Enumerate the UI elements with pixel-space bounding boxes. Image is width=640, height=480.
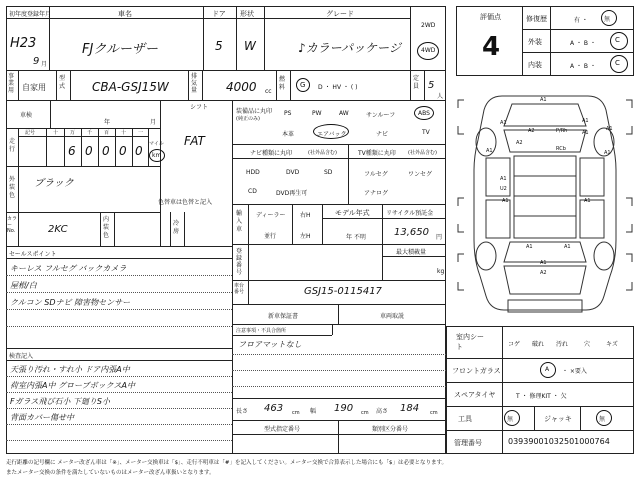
len-value: 463 [264, 403, 284, 414]
recycle-label: リサイクル預託金 [386, 210, 434, 217]
equip-item: PS [284, 110, 292, 117]
left-h-label: 左H [300, 233, 311, 240]
recycle-value: 13,650 [394, 227, 429, 238]
warranty-label: 新車保証書 [268, 313, 299, 320]
nav-item: HDD [246, 169, 260, 176]
doors-value: 5 [215, 39, 223, 53]
tv-sub: (社外品含む) [408, 150, 437, 156]
damage-mark: A2 [516, 140, 523, 146]
car-name-label: 車名 [118, 10, 132, 18]
fuel-label: 燃料 [279, 76, 286, 91]
maxload-label: 最大積載量 [396, 249, 427, 256]
mileage-digit: 0 [102, 144, 110, 158]
color-no-value: 2KC [48, 224, 68, 235]
seat-item: 穴 [584, 341, 591, 348]
car-name-value: FJクルーザー [82, 42, 158, 57]
len-cm: cm [292, 410, 300, 416]
equip-item: エアバック [317, 131, 347, 138]
mgmt-label: 管理番号 [454, 439, 482, 447]
seat-item: 破れ [532, 341, 545, 348]
type-label: 型式指定番号 [264, 426, 301, 433]
model-year-value: 年 不明 [346, 234, 366, 241]
equip-item: ABS [418, 110, 430, 117]
repair-none: 無 [604, 16, 611, 23]
equip-item: ナビ [376, 131, 389, 138]
fuel-g: G [300, 81, 306, 89]
seat-item: コゲ [508, 341, 521, 348]
inspect-item: Fガラス飛び石小 下廻りS小 [10, 397, 110, 406]
nav-item: CD [248, 188, 257, 195]
tool-value: 無 [507, 416, 514, 423]
shift-value: FAT [184, 134, 205, 148]
digit-header-6: 一 [138, 130, 144, 136]
nav-item: DVD [286, 169, 300, 176]
kg-unit: kg [437, 268, 445, 275]
score-value: 4 [482, 32, 501, 62]
damage-mark: A1 [540, 260, 547, 266]
damage-mark: A1 [582, 130, 589, 136]
ext-opts: A ・ B ・ [570, 40, 596, 47]
spare-label: スペアタイヤ [454, 391, 496, 399]
class-label: 類別区分番号 [372, 426, 409, 433]
equip-sub: (純正のみ) [236, 116, 260, 122]
digit-header-2: 万 [70, 130, 76, 136]
equip-item: TV [422, 129, 430, 136]
equip-label: 装備品に丸印 [236, 108, 273, 115]
drive-4wd: 4WD [421, 47, 436, 54]
repair-opts: 有 ・ [574, 17, 588, 24]
footer-line-1: 走行距離の記号欄に メーター改ざん車は「※」、メーター交換車は「$」、走行不明車は「#」を記入してください。メーター交換で合算表示した場合にも「$」は必要となります。 [6, 460, 448, 466]
int-value: C [615, 59, 620, 67]
inspect-item: 荷室内張A中 グローブボックスA中 [10, 381, 136, 390]
shape-value: W [244, 39, 256, 53]
notes-label: 注意事項・不具合箇所 [236, 328, 287, 334]
door-label: ドア [212, 10, 226, 18]
damage-mark: A2 [540, 270, 547, 276]
mileage-label: 走行 [9, 138, 16, 153]
repair-label: 修復歴 [526, 15, 547, 23]
mileage-digit: 0 [85, 144, 93, 158]
dealer-label: ディーラー [256, 212, 286, 219]
capacity-label: 定員 [413, 75, 420, 90]
damage-mark: A1 [564, 244, 571, 250]
footer-line-2: またメーター交換の条件を満たしていないものはメーター改ざん車扱いとなります。 [6, 470, 215, 476]
sales-item: キーレス フルセグ バックカメラ [10, 264, 127, 273]
damage-mark: A1 [604, 150, 611, 156]
wid-label: 幅 [310, 408, 317, 415]
digit-header-3: 千 [87, 130, 93, 136]
capacity-value: 5 [428, 80, 435, 91]
inspect-item: 天張り汚れ・すれ小 ドア内張A中 [10, 365, 130, 374]
digit-header-0: 記号 [25, 130, 36, 136]
grade-label: グレード [326, 10, 354, 18]
chassis-label: 車台番号 [234, 283, 245, 295]
model-value: CBA-GSJ15W [92, 80, 169, 94]
jack-label: ジャッキ [544, 415, 572, 423]
ext-label: 外装 [528, 38, 542, 46]
drive-2wd: 2WD [421, 22, 436, 29]
model-year-label: モデル年式 [335, 209, 370, 217]
equip-item: 本革 [282, 131, 295, 138]
ext-value: C [615, 36, 620, 44]
damage-mark: A1 [500, 120, 507, 126]
nav-label: ナビ種類に丸印 [250, 150, 293, 157]
digit-header-1: 十 [53, 130, 59, 136]
tv-item: ワンセグ [408, 171, 433, 178]
color-no-label: カラーNo. [7, 216, 18, 234]
cc-unit: cc [265, 88, 272, 95]
grade-value: ♪カラーパッケージ [298, 41, 401, 55]
wid-value: 190 [334, 403, 354, 414]
mile-label: マイル [149, 141, 164, 147]
damage-mark: U2 [500, 186, 507, 192]
yen-unit: 円 [436, 234, 443, 241]
sales-item: 屋根/白 [10, 281, 37, 290]
tv-item: フルセグ [364, 171, 388, 178]
fuel-rest: D ・ HV ・ ( ) [318, 84, 358, 91]
seat-item: 汚れ [556, 341, 569, 348]
month-unit: 月 [41, 61, 48, 68]
disp-label: 排気量 [191, 73, 198, 94]
shape-label: 形状 [240, 10, 254, 18]
reg-no-label: 登録番号 [236, 248, 243, 276]
right-h-label: 右H [300, 212, 311, 219]
damage-mark: A2 [528, 128, 535, 134]
month-value: 9 [33, 56, 40, 67]
damage-mark: A1 [526, 244, 533, 250]
jack-value: 無 [599, 416, 606, 423]
tv-label: TV種類に丸印 [358, 150, 396, 157]
hei-label: 高さ [376, 408, 389, 415]
mgmt-value: 039390010325010007​64 [508, 437, 610, 446]
mileage-digit: 0 [119, 144, 127, 158]
chassis-value: GSJ15-0115417 [304, 286, 382, 297]
import-label: 輸入車 [236, 210, 243, 233]
glass-label: フロントガラス [452, 367, 501, 375]
mileage-digit: 6 [68, 144, 76, 158]
shaken-year-unit: 年 [104, 119, 111, 126]
disp-value: 4000 [226, 80, 257, 94]
manual-label: 車両取説 [380, 313, 405, 320]
tv-item: アナログ [364, 190, 389, 197]
inspect-label: 検査記入 [9, 353, 34, 360]
damage-mark: A1 [500, 176, 507, 182]
digit-header-4: 百 [104, 130, 110, 136]
capacity-unit: 人 [437, 93, 444, 100]
nav-sub: (社外品含む) [308, 150, 337, 156]
equip-item: PW [312, 110, 322, 117]
damage-mark: A1 [606, 126, 613, 132]
score-label: 評価点 [480, 13, 501, 21]
int-opts: A ・ B ・ [570, 63, 596, 70]
use-label: 自家用 [22, 83, 46, 92]
exterior-label: 外装色 [9, 176, 16, 199]
nav-item: DVD再生可 [276, 190, 308, 197]
sales-item: クルコン SDナビ 障害物センサー [10, 298, 131, 307]
tool-label: 工具 [458, 415, 472, 423]
digit-header-5: 十 [121, 130, 127, 136]
km-label: km [152, 152, 162, 159]
damage-mark: A1 [540, 97, 547, 103]
damage-mark: A1 [582, 118, 589, 124]
damage-mark: A1 [502, 198, 509, 204]
pri-label: 事業用 [8, 73, 15, 94]
interior-label: 内装色 [103, 216, 110, 239]
color-note: 色替車は色替と記入 [158, 199, 213, 206]
car-diagram [452, 86, 638, 324]
nav-item: SD [324, 169, 333, 176]
year-value: H23 [10, 36, 37, 51]
damage-mark: A1 [584, 198, 591, 204]
sales-label: セールスポイント [9, 251, 57, 258]
glass-rest: ・ ×要入 [562, 368, 587, 375]
wid-cm: cm [361, 410, 369, 416]
seat-item: キズ [606, 341, 618, 348]
mileage-digit: 0 [135, 144, 143, 158]
reg-label: 初年度登録年月 [9, 11, 52, 18]
glass-a: A [545, 366, 550, 373]
int-label: 内装 [528, 61, 542, 69]
model-label: 型式 [59, 75, 66, 90]
ac-label: 冷房 [173, 220, 180, 235]
shaken-month-unit: 月 [150, 119, 157, 126]
damage-mark: A1 [486, 148, 493, 154]
hei-value: 184 [400, 403, 420, 414]
seat-label: 室内シート [456, 333, 484, 351]
hei-cm: cm [430, 410, 438, 416]
equip-item: サンルーフ [366, 112, 396, 119]
shaken-label: 車検 [20, 112, 33, 119]
damage-mark: P/Rh [556, 128, 568, 134]
inspect-item: 背面カバー傷せ中 [10, 413, 74, 422]
exterior-color: ブラック [34, 178, 74, 189]
len-label: 長さ [236, 408, 249, 415]
damage-mark: RCb [556, 146, 566, 152]
spare-items: T ・ 修理KIT ・ 欠 [516, 393, 567, 400]
parallel-label: 並行 [264, 233, 277, 240]
shift-label: シフト [190, 104, 209, 111]
notes-value: フロアマットなし [238, 340, 302, 349]
equip-item: AW [339, 110, 349, 117]
